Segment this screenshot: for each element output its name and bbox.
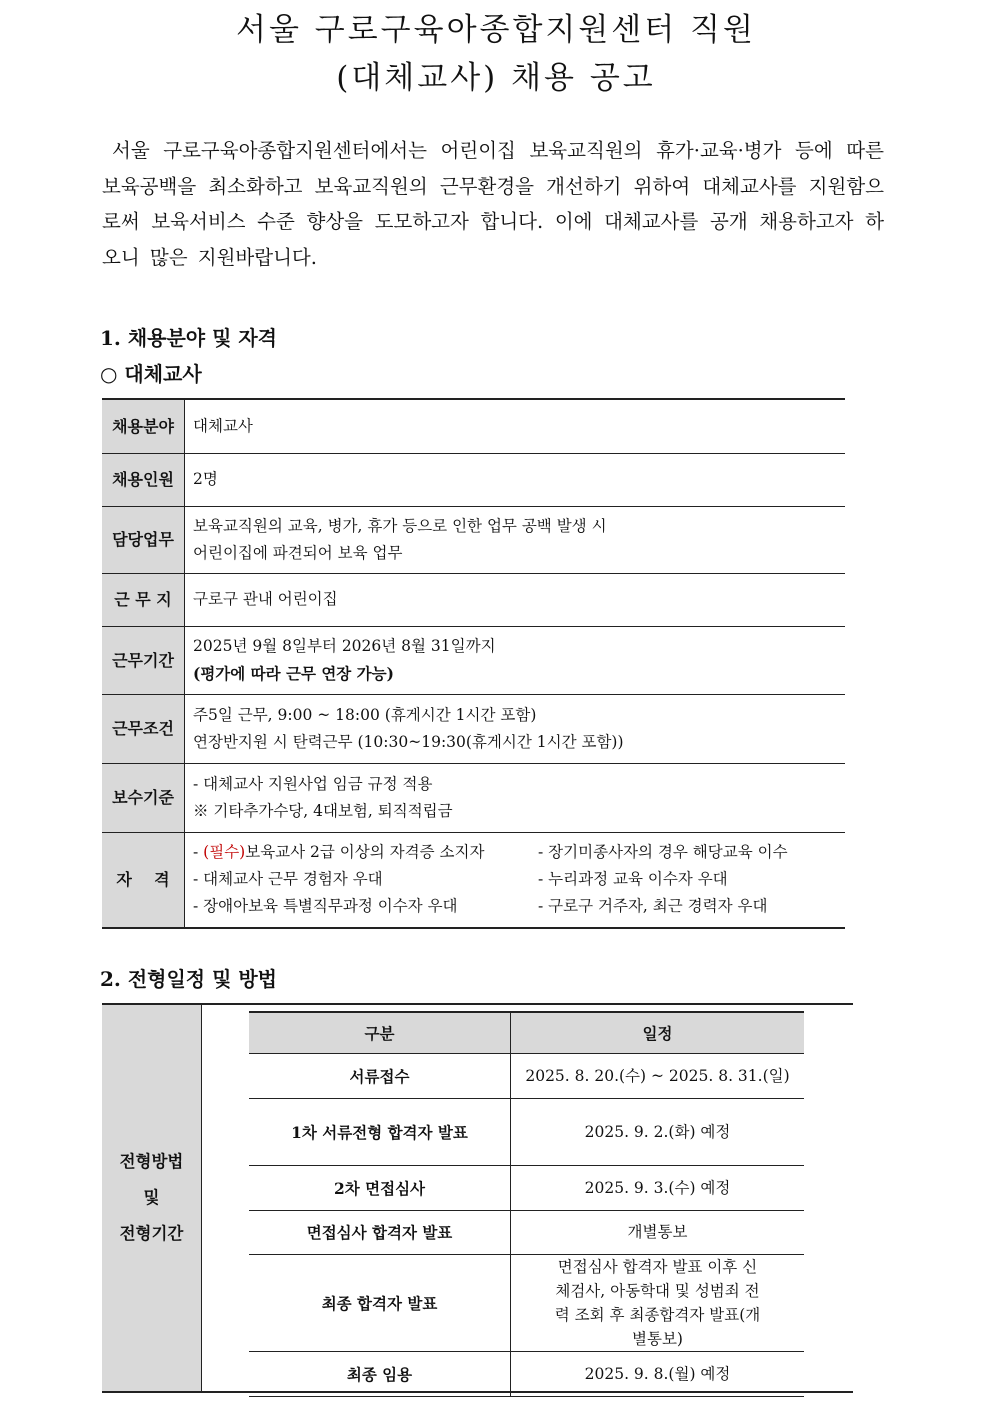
qual-line-a: - 장애아보육 특별직무과정 이수자 우대 (193, 897, 458, 916)
stage-cell: 2차 면접심사 (249, 1166, 511, 1211)
stage-cell: 1차 서류전형 합격자 발표 (249, 1099, 511, 1166)
qual-text: 보육교사 2급 이상의 자격증 소지자 (245, 843, 485, 862)
row-value (185, 694, 846, 763)
intro-paragraph (102, 133, 884, 275)
schedule-cell: 면접심사 합격자 발표 이후 신체검사, 아동학대 및 성범죄 전력 조회 후 최종합격자 발표(개별통보) (511, 1255, 805, 1352)
schedule-cell: 2025. 8. 20.(수) ~ 2025. 8. 31.(일) (511, 1054, 805, 1099)
row-value: 2명 (185, 453, 846, 506)
qual-line-b: - 누리과정 교육 이수자 우대 (538, 870, 728, 889)
table-row (102, 573, 845, 626)
row-value (185, 506, 846, 573)
col-header-schedule: 일정 (511, 1012, 805, 1054)
row-label: 근 무 지 (102, 573, 185, 626)
stage-cell: 면접심사 합격자 발표 (249, 1211, 511, 1255)
side-label-line: 및 (143, 1188, 160, 1207)
row-value-line: (평가에 따라 근무 연장 가능) (193, 664, 394, 683)
row-label: 채용인원 (102, 453, 185, 506)
row-value-line: 연장반지원 시 탄력근무 (10:30~19:30(휴게시간 1시간 포함)) (193, 732, 624, 751)
page-title-line1: 서울 구로구육아종합지원센터 직원 (236, 12, 756, 48)
table-row (102, 399, 845, 453)
row-label: 보수기준 (102, 763, 185, 832)
required-tag: (필수) (203, 843, 246, 862)
schedule-cell: 2025. 9. 2.(화) 예정 (511, 1099, 805, 1166)
table-row (249, 1054, 804, 1099)
row-value-line: 2025년 9월 8일부터 2026년 8월 31일까지 (193, 637, 496, 655)
schedule-side-label (102, 1005, 202, 1391)
recruitment-table (102, 398, 845, 929)
stage-cell: 최종 합격자 발표 (249, 1255, 511, 1352)
row-value-line: ※ 기타추가수당, 4대보험, 퇴직적립금 (193, 801, 453, 820)
qual-line-a: - (필수)보육교사 2급 이상의 자격증 소지자 (193, 843, 485, 862)
row-value: 대체교사 (185, 399, 846, 453)
row-value (185, 832, 846, 928)
row-value-line: - 대체교사 지원사업 임금 규정 적용 (193, 774, 433, 793)
qual-line-a: - 대체교사 근무 경험자 우대 (193, 870, 383, 889)
section2-heading: 2. 전형일정 및 방법 (100, 967, 278, 991)
qual-line-b: - 장기미종사자의 경우 해당교육 이수 (538, 843, 788, 862)
col-header-stage: 구분 (249, 1012, 511, 1054)
table-row (249, 1255, 804, 1352)
qual-line (193, 866, 837, 893)
row-value (185, 626, 846, 694)
schedule-cell: 2025. 9. 3.(수) 예정 (511, 1166, 805, 1211)
table-row (102, 694, 845, 763)
table-row (249, 1099, 804, 1166)
table-header-row (249, 1012, 804, 1054)
table-row (102, 763, 845, 832)
stage-cell: 최종 임용 (249, 1352, 511, 1397)
row-label: 채용분야 (102, 399, 185, 453)
qual-line-b: - 구로구 거주자, 최근 경력자 우대 (538, 897, 768, 916)
section1-subheading: ○ 대체교사 (100, 362, 202, 386)
table-row (102, 626, 845, 694)
schedule-table (249, 1011, 804, 1397)
row-value (185, 763, 846, 832)
side-label-line: 전형기간 (119, 1224, 184, 1243)
schedule-cell: 개별통보 (511, 1211, 805, 1255)
table-row (102, 506, 845, 573)
row-label: 근무기간 (102, 626, 185, 694)
row-value: 구로구 관내 어린이집 (185, 573, 846, 626)
table-row (249, 1352, 804, 1397)
qual-line (193, 893, 837, 920)
row-label: 근무조건 (102, 694, 185, 763)
table-row (102, 453, 845, 506)
qual-line (193, 839, 837, 866)
section1-heading: 1. 채용분야 및 자격 (100, 326, 278, 350)
stage-cell: 서류접수 (249, 1054, 511, 1099)
row-value-line: 주5일 근무, 9:00 ~ 18:00 (휴게시간 1시간 포함) (193, 705, 537, 724)
row-label: 담당업무 (102, 506, 185, 573)
row-value-line: 어린이집에 파견되어 보육 업무 (193, 543, 403, 562)
schedule-cell: 2025. 9. 8.(월) 예정 (511, 1352, 805, 1397)
page-title-line2: (대체교사) 채용 공고 (336, 60, 656, 96)
intro-text: 서울 구로구육아종합지원센터에서는 어린이집 보육교직원의 휴가·교육·병가 등에 따른 보육공백을 최소화하고 보육교직원의 근무환경을 개선하기 위하여 대체교사를 지원함으로써 보육서비스 수준 향상을 도모하고자 합니다. 이에 대체교사를 공개 채용하고자 하오니 많은 지원바랍니다. (102, 139, 884, 269)
row-label: 자 격 (102, 832, 185, 928)
table-row (249, 1166, 804, 1211)
table-row-qualification (102, 832, 845, 928)
side-label-line: 전형방법 (119, 1152, 184, 1171)
row-value-line: 보육교직원의 교육, 병가, 휴가 등으로 인한 업무 공백 발생 시 (193, 516, 607, 535)
table-row (249, 1211, 804, 1255)
